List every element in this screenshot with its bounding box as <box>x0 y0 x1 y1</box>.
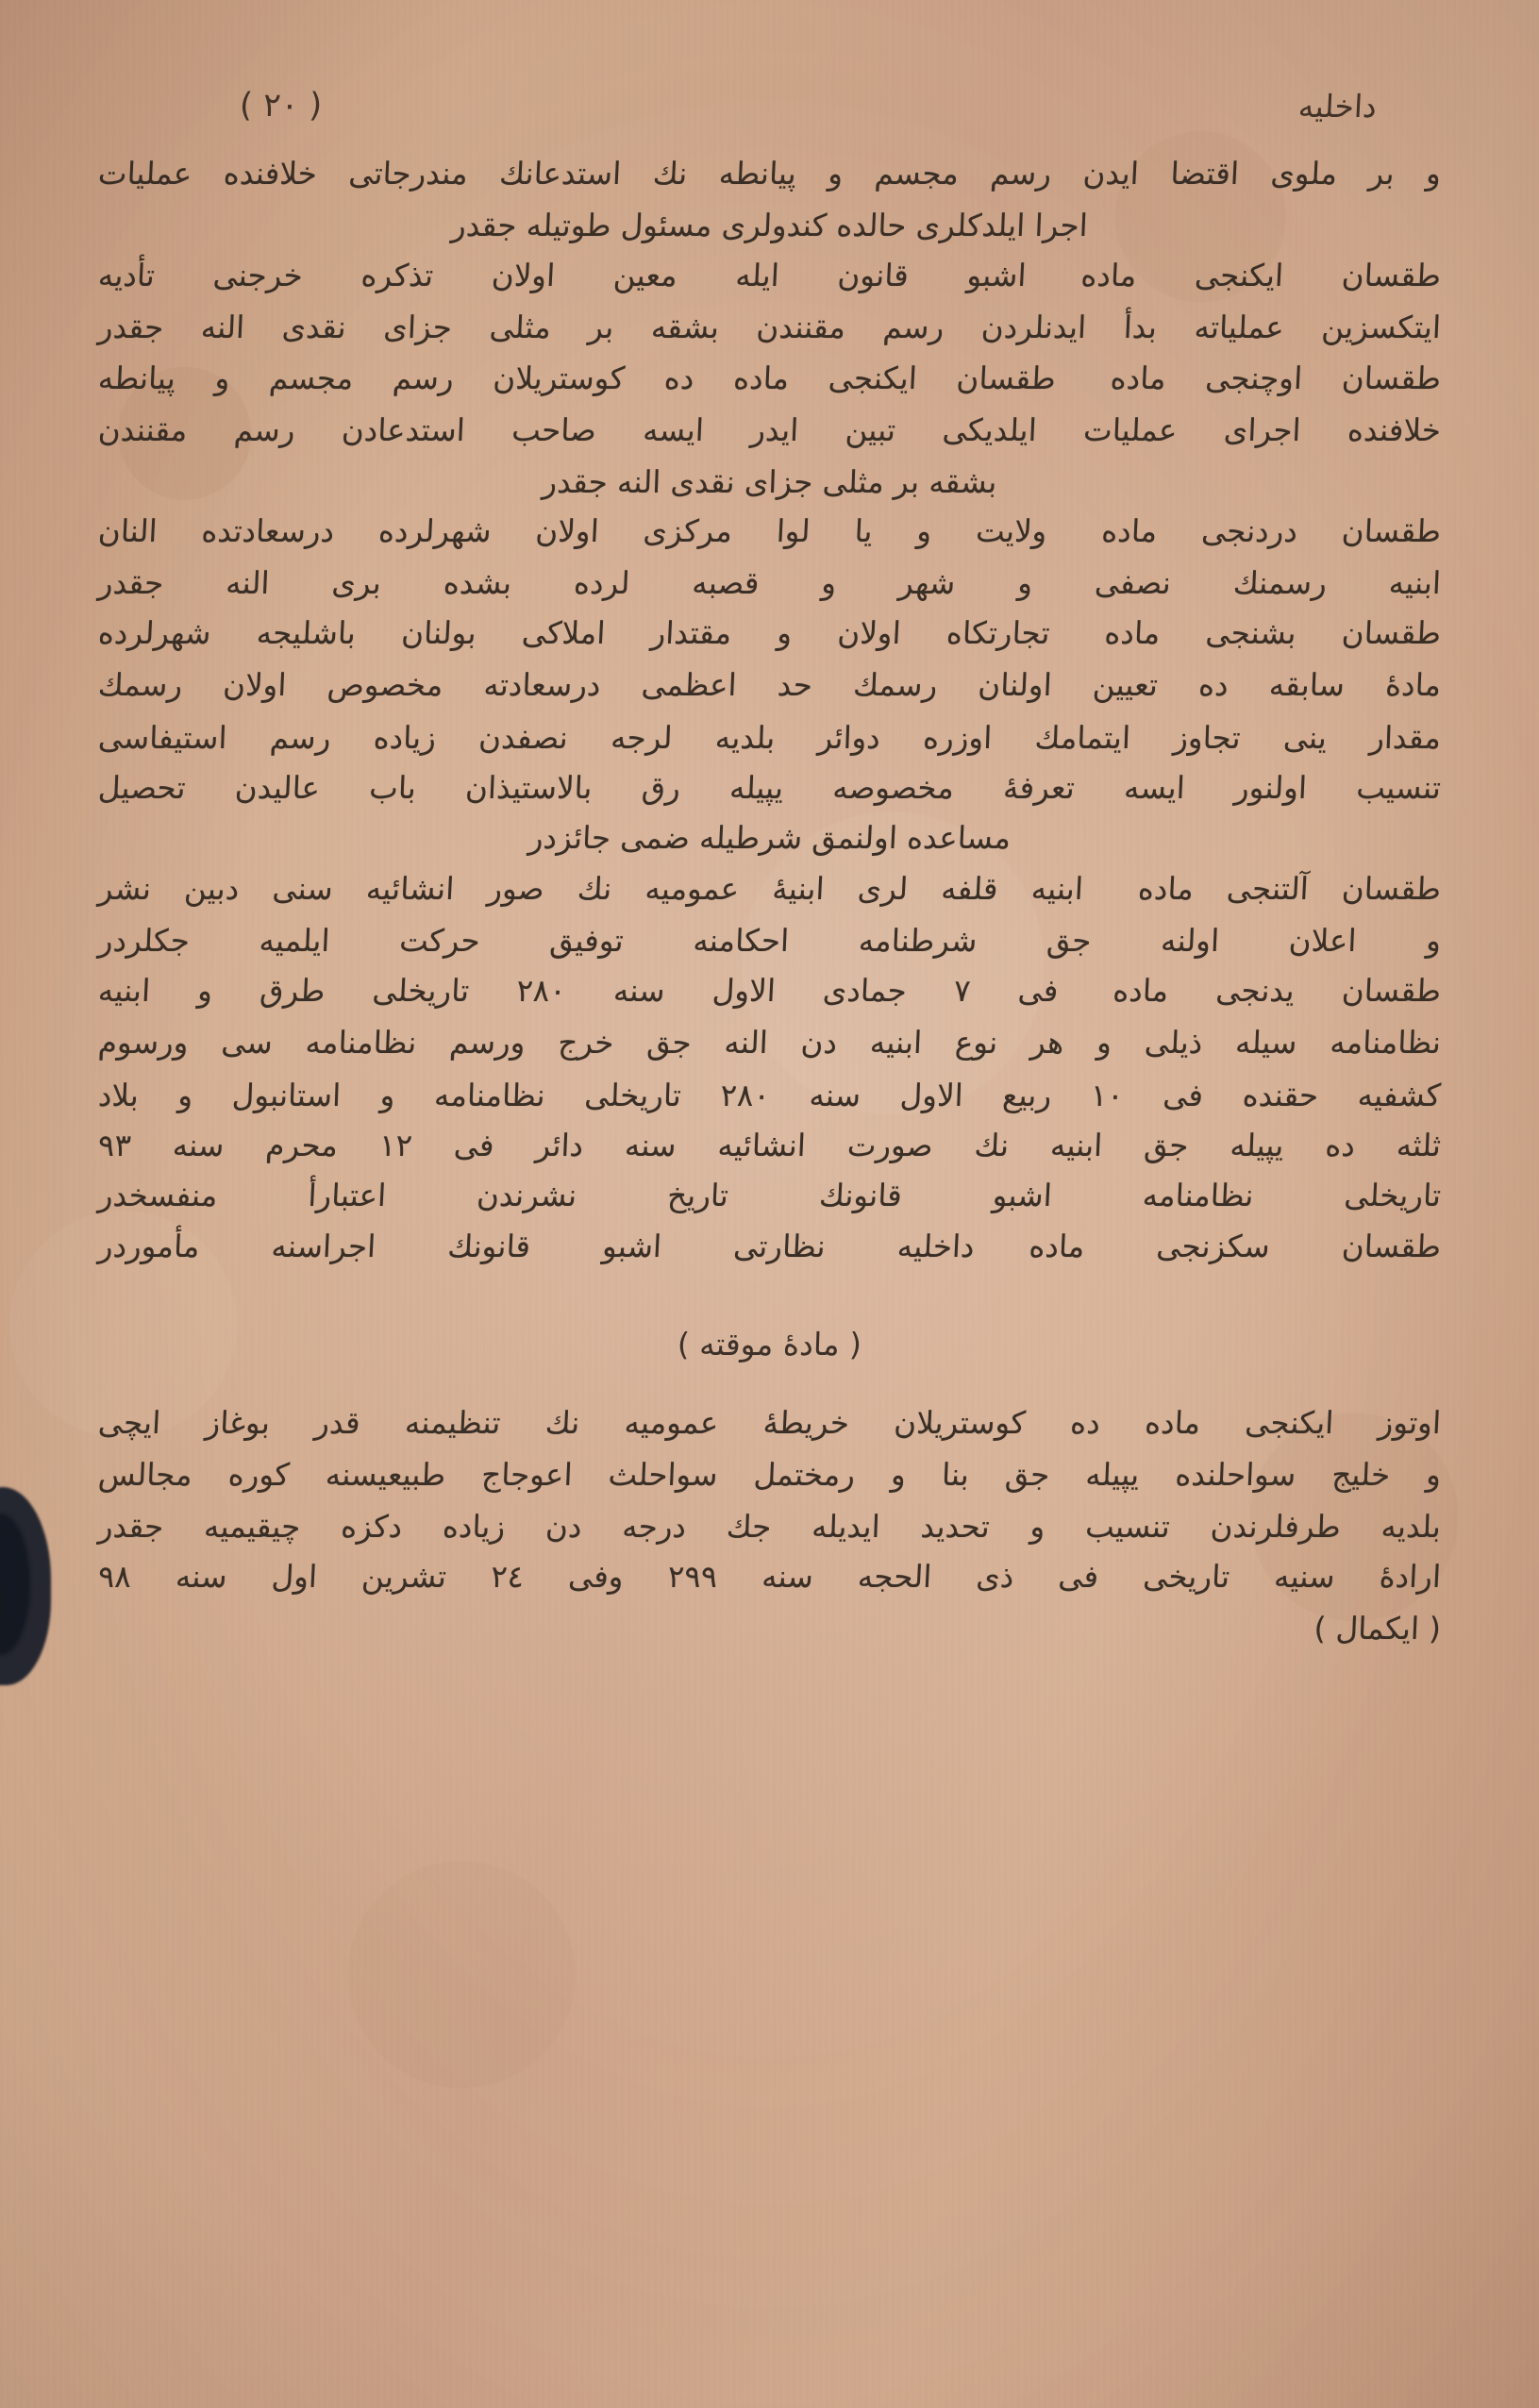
text-line: مساعده اولنمق شرطيله ضمی جائزدر <box>527 819 1012 856</box>
text-line: اوتوز ايكنجی ماده ده كوستريلان خريطهٔ عموميه نك تنظيمنه قدر بوغاز ايچى <box>97 1404 1443 1441</box>
article-head-line <box>97 863 1443 914</box>
article-first-line: داخليه نظارتى اشبو قانونك اجراسنه مأموردر <box>97 1228 976 1264</box>
text-line: بلديه طرفلرندن تنسيب و تحديد ايديله جك درجه دن زياده دكزه چيقيميه جقدر <box>97 1508 1442 1545</box>
article-rubric: طقسان دردنجی ماده <box>1100 512 1443 549</box>
catchword: ( ايكمال ) <box>1313 1610 1442 1647</box>
article-head-line <box>97 353 1443 404</box>
text-line: خلافنده اجرای عمليات ايلدیكی تبين ايدر ايسه صاحب استدعادن رسم مقنندن <box>97 411 1442 448</box>
text-line: و بر ملوى اقتضا ايدن رسم مجسم و پيانطه نك استدعانك مندرجاتى خلافنده عمليات <box>97 155 1443 192</box>
article-first-line: تجارتكاه اولان و مقتدار املاكی بولنان باشليجه شهرلرده <box>97 614 1051 651</box>
article-first-line: ابنيه قلفه لرى ابنيهٔ عموميه نك صور انشائيه سنى دبين نشر <box>97 870 1084 907</box>
provisional-article-heading: ( مادهٔ موقته ) <box>677 1326 862 1363</box>
text-line: ثلثه ده يپيله جق ابنيه نك صورت انشائيه سنه دائر فی ١٢ محرم سنه ٩٣ <box>97 1127 1442 1163</box>
text-line: و خليج سواحلنده يپيله جق بنا و رمختمل سواحلث اعوجاج طبيعيسنه كوره مجالس <box>97 1456 1442 1493</box>
article-rubric: طقسان يدنجی ماده <box>1112 972 1443 1009</box>
article-madde-96 <box>98 864 1441 966</box>
text-line: مقدار ينی تجاوز ايتمامك اوزره دوائر بلديه لرجه نصفدن زياده رسم استيفاسى <box>97 719 1442 756</box>
folio-number: ( ٢٠ ) <box>238 87 324 125</box>
text-line: ابنيه رسمنك نصفى و شهر و قصبه لرده بشده برى النه جقدر <box>97 564 1442 601</box>
text-line: كشفيه حقنده فی ١٠ ربيع الاول سنه ٢٨٠ تاريخلى نظامنامه و استانبول و بلاد <box>97 1077 1442 1113</box>
section-spacer <box>98 1370 1441 1398</box>
article-head-line <box>97 250 1443 301</box>
article-madde-94 <box>98 507 1441 609</box>
text-line: ايتكسزين عملياته بدأ ايدنلردن رسم مقنندن بشقه بر مثلى جزای نقدی النه جقدر <box>97 309 1442 345</box>
article-first-line: ولايت و يا لوا مركزی اولان شهرلرده درسعادتده النان <box>97 512 1048 549</box>
opening-paragraph <box>98 149 1441 251</box>
text-line: تاريخلى نظامنامه اشبو قانونك تاريخ نشرندن اعتبارأ منفسخدر <box>97 1177 1443 1213</box>
article-rubric: طقسان بشنجی ماده <box>1103 614 1443 651</box>
article-madde-95 <box>98 609 1441 864</box>
text-line: و اعلان اولنه جق شرطنامه احكامنه توفيق حركت ايلميه جكلردر <box>97 922 1442 959</box>
article-rubric: طقسان اوچنجی ماده <box>1109 360 1443 396</box>
article-first-line: طقسان ايكنجی ماده ده كوستريلان رسم مجسم و پيانطه <box>97 360 1057 396</box>
article-madde-93 <box>98 354 1441 507</box>
document-body <box>98 149 1441 1654</box>
text-line: اجرا ايلدكلرى حالده كندولرى مسئول طوتيله جقدر <box>450 207 1089 243</box>
article-rubric: طقسان آلتنجی ماده <box>1137 870 1443 907</box>
text-line: نظامنامه سيله ذيلى و هر نوع ابنيه دن النه جق خرج ورسم نظامنامه سی ورسوم <box>97 1024 1442 1061</box>
article-head-line <box>97 1221 1443 1272</box>
provisional-article-body <box>98 1398 1441 1551</box>
article-first-line: فی ٧ جمادی الاول سنه ٢٨٠ تاريخلى طرق و ابنيه <box>97 972 1060 1009</box>
article-head-line <box>97 608 1443 659</box>
text-line: مادهٔ سابقه ده تعيين اولنان رسمك حد اعظمى درسعادته مخصوص اولان رسمك <box>97 666 1442 703</box>
article-head-line <box>97 506 1443 557</box>
text-line: تنسيب اولنور ايسه تعرفهٔ مخصوصه يپيله رق بالاستيذان باب عاليدن تحصيل <box>97 769 1442 806</box>
article-madde-92 <box>98 251 1441 353</box>
decree-date-line: ارادهٔ سنيه تاريخی فی ذی الحجه سنه ٢٩٩ وفی ٢٤ تشرين اول سنه ٩٨ <box>97 1558 1442 1595</box>
article-madde-97 <box>98 966 1441 1222</box>
page-header <box>98 53 1441 125</box>
text-line: بشقه بر مثلى جزای نقدی النه جقدر <box>541 463 998 500</box>
article-rubric: طقسان سكزنجی ماده <box>1028 1228 1443 1264</box>
article-rubric: طقسان ايكنجی ماده <box>1079 257 1442 293</box>
article-madde-98 <box>98 1222 1441 1273</box>
article-head-line <box>97 965 1443 1016</box>
running-head: داخليه <box>1297 88 1379 125</box>
article-first-line: اشبو قانون ايله معين اولان تذكره خرجنى تأديه <box>97 257 1028 293</box>
closing-block <box>98 1552 1441 1654</box>
